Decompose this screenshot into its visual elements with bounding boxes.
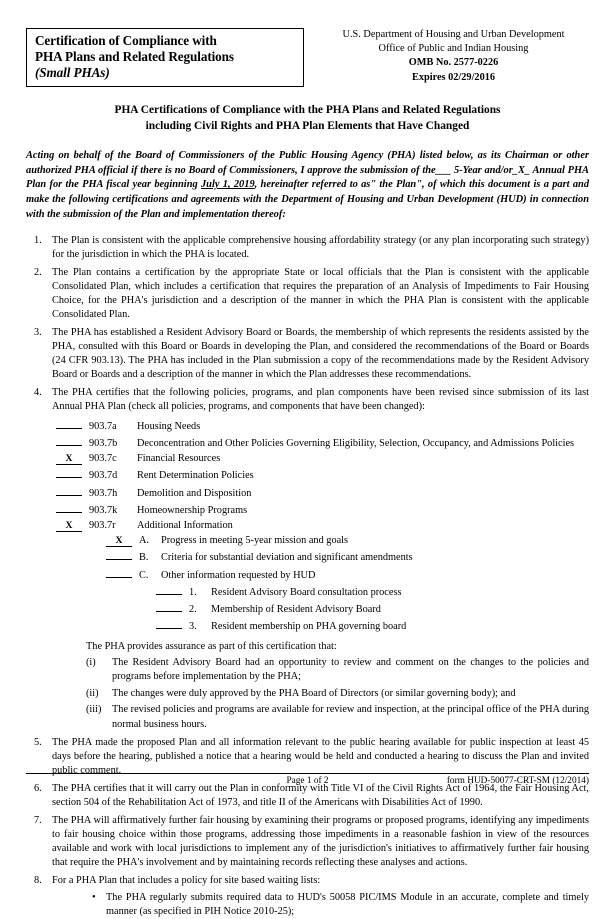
checkbox-mark[interactable] xyxy=(56,484,82,496)
bullet-text: The PHA regularly submits required data to HUD's 50058 PIC/IMS Module in an accurate, complete and timely manner (as specified in PIH Notice 2010-25); xyxy=(106,892,589,918)
assurance-row xyxy=(86,687,589,701)
checkbox-row-903-7a[interactable] xyxy=(52,417,589,434)
list-item: The PHA certifies that it will carry out the Plan in conformity with Title VI of the Civil Rights Act of 1964, the Fair Housing Act, section 504 of the Rehabilitation Act of 1973, and title II of the Americans with Disabilities Act of 1990. xyxy=(52,783,589,809)
form-number: form HUD-50077-CRT-SM (12/2014) xyxy=(446,776,589,786)
page-footer xyxy=(26,773,589,786)
list-item-text: For a PHA Plan that includes a policy for site based waiting lists: xyxy=(52,875,321,887)
form-title-line-3: (Small PHAs) xyxy=(35,65,110,81)
bullet-item xyxy=(92,891,589,919)
checkbox-mark[interactable]: X xyxy=(106,535,132,547)
checkbox-label: Financial Resources xyxy=(137,453,221,465)
checkbox-row-903-7c[interactable] xyxy=(52,451,589,466)
assurance-label: (ii) xyxy=(86,687,99,699)
checkbox-code: A. xyxy=(139,535,150,547)
checkbox-row-903-7h[interactable] xyxy=(52,484,589,501)
checkbox-row-903-7k[interactable] xyxy=(52,501,589,518)
assurance-row xyxy=(86,656,589,685)
checkbox-label: Housing Needs xyxy=(137,420,201,432)
form-title-line-1: Certification of Compliance with xyxy=(35,33,217,48)
checkbox-mark[interactable] xyxy=(156,583,182,595)
checkbox-label: Progress in meeting 5-year mission and goals xyxy=(161,535,349,547)
checkbox-mark[interactable] xyxy=(56,466,82,478)
checkbox-mark[interactable] xyxy=(56,417,82,429)
checkbox-mark[interactable] xyxy=(56,501,82,513)
assurance-lead: The PHA provides assurance as part of this certification that: xyxy=(86,640,337,652)
checkbox-code: 903.7a xyxy=(89,420,117,432)
checkbox-code: 1. xyxy=(189,586,197,598)
omb-number: OMB No. 2577-0226 xyxy=(408,57,499,69)
site-based-waiting-list-bullets xyxy=(52,891,589,919)
checkbox-mark[interactable] xyxy=(56,434,82,446)
checkbox-code: 903.7c xyxy=(89,453,117,465)
checkbox-label: Membership of Resident Advisory Board xyxy=(211,604,381,616)
checkbox-row-sub-a[interactable] xyxy=(52,533,589,548)
list-item: The PHA made the proposed Plan and all information relevant to the public hearing available for public inspection at least 45 days before the hearing, published a notice that a hearing would be held and conducted a hearing to discuss the Plan and invited public comment. xyxy=(52,737,589,777)
checkbox-label: Additional Information xyxy=(137,519,233,531)
checkbox-mark[interactable] xyxy=(156,617,182,629)
certification-list xyxy=(26,234,589,919)
checkbox-row-903-7d[interactable] xyxy=(52,466,589,483)
list-item xyxy=(26,386,589,732)
assurance-label: (i) xyxy=(86,657,96,669)
assurance-row xyxy=(86,703,589,732)
assurance-label: (iii) xyxy=(86,704,102,716)
agency-line-1: U.S. Department of Housing and Urban Development xyxy=(342,29,565,40)
checkbox-mark[interactable]: X xyxy=(56,453,82,465)
assurance-block xyxy=(52,640,589,732)
checkbox-code: C. xyxy=(139,569,149,581)
checkbox-label: Other information requested by HUD xyxy=(161,569,316,581)
checkbox-code: 903.7r xyxy=(89,519,116,531)
checkbox-code: 903.7h xyxy=(89,487,118,499)
checkbox-code: 903.7b xyxy=(89,437,118,449)
page-title-line-2: including Civil Rights and PHA Plan Elements that Have Changed xyxy=(145,120,470,133)
checkbox-mark[interactable] xyxy=(106,566,132,578)
checkbox-label: Resident Advisory Board consultation process xyxy=(211,586,402,598)
list-item xyxy=(26,874,589,919)
page-title-line-1: PHA Certifications of Compliance with the PHA Plans and Related Regulations xyxy=(114,104,501,117)
assurance-text: The revised policies and programs are available for review and inspection, at the principal office of the PHA during normal business hours. xyxy=(112,704,589,730)
checkbox-mark[interactable]: X xyxy=(56,520,82,532)
checkbox-row-903-7b[interactable] xyxy=(52,434,589,451)
intro-part-1: Acting on behalf of the Board of Commissioners of the Public Housing Agency (PHA) listed below, as its Chairman or other authorized PHA official if there is no Board of Commissioners, I approve the submission of the___ 5-Year and/or_X_ Annual PHA Plan for the PHA fiscal year beginning xyxy=(26,149,589,191)
checkbox-row-sub-3[interactable] xyxy=(52,617,589,634)
form-title-box xyxy=(26,28,304,87)
checkbox-row-sub-2[interactable] xyxy=(52,600,589,617)
checkbox-mark[interactable] xyxy=(156,600,182,612)
checkbox-code: 2. xyxy=(189,604,197,616)
checkbox-row-sub-b[interactable] xyxy=(52,548,589,565)
form-title-line-2: PHA Plans and Related Regulations xyxy=(35,49,234,65)
checkbox-row-sub-c[interactable] xyxy=(52,566,589,583)
bullet-dot: • xyxy=(92,892,96,904)
list-item: The PHA has established a Resident Advisory Board or Boards, the membership of which represents the residents assisted by the PHA, consulted with this Board or Boards in developing the Plan, and considered the recommendations of the Board or Boards (24 CFR 903.13). The PHA has included in the Plan submission a copy of the recommendations made by the Resident Advisory Board or Boards and a description of the manner in which the Plan addresses these recommendations. xyxy=(52,326,589,380)
plan-component-checklist xyxy=(52,417,589,635)
checkbox-row-903-7r[interactable] xyxy=(52,518,589,533)
intro-paragraph xyxy=(26,149,589,223)
checkbox-mark[interactable] xyxy=(106,548,132,560)
agency-line-2: Office of Public and Indian Housing xyxy=(378,43,529,55)
agency-block xyxy=(304,28,589,87)
list-item: The PHA will affirmatively further fair housing by examining their programs or proposed programs, identifying any impediments to fair housing choice within those programs, addressing those impediments in a reasonable fashion in view of the resources available and work with local jurisdictions to implement any of the jurisdiction's initiatives to affirmatively further fair housing that require the PHA's involvement and by maintaining records reflecting these analyses and actions. xyxy=(52,815,589,869)
assurance-text: The changes were duly approved by the PHA Board of Directors (or similar governing body); and xyxy=(112,687,516,699)
checkbox-code: 903.7k xyxy=(89,504,118,516)
assurance-text: The Resident Advisory Board had an opportunity to review and comment on the changes to the policies and programs before implementation by the PHA; xyxy=(112,657,589,683)
checkbox-label: Demolition and Disposition xyxy=(137,487,252,499)
document-header xyxy=(26,28,589,87)
page-number: Page 1 of 2 xyxy=(286,776,329,786)
checkbox-code: 903.7d xyxy=(89,470,118,482)
checkbox-label: Homeownership Programs xyxy=(137,504,248,516)
checkbox-label: Criteria for substantial deviation and significant amendments xyxy=(161,552,413,564)
intro-part-2: , hereinafter referred to as" the Plan", of which this document is a part and make the following certifications and agreements with the Department of Housing and Urban Development (HUD) in connection with the submission of the Plan and implementation thereof: xyxy=(26,179,590,220)
list-item: The Plan contains a certification by the appropriate State or local officials that the Plan is consistent with the applicable Consolidated Plan, which includes a certification that requires the preparation of an Analysis of Impediments to Fair Housing Choice, for the PHA's jurisdiction and a description of the manner in which the PHA Plan is consistent with the applicable Consolidated Plan. xyxy=(52,266,589,320)
checkbox-row-sub-1[interactable] xyxy=(52,583,589,600)
omb-expiration: Expires 02/29/2016 xyxy=(411,71,496,83)
checkbox-code: B. xyxy=(139,552,149,564)
page-title xyxy=(26,103,589,134)
checkbox-label: Deconcentration and Other Policies Governing Eligibility, Selection, Occupancy, and Admissions Policies xyxy=(137,437,575,449)
list-item: The Plan is consistent with the applicable comprehensive housing affordability strategy (or any plan incorporating such strategy) for the jurisdiction in which the PHA is located. xyxy=(52,234,589,260)
checkbox-code: 3. xyxy=(189,621,197,633)
checkbox-label: Resident membership on PHA governing board xyxy=(211,621,407,633)
fiscal-year-start-value: July 1, 2019 xyxy=(200,179,255,191)
list-item-text: The PHA certifies that the following policies, programs, and plan components have been revised since submission of its last Annual PHA Plan (check all policies, programs, and components that have been changed): xyxy=(52,386,589,412)
checkbox-label: Rent Determination Policies xyxy=(137,470,254,482)
